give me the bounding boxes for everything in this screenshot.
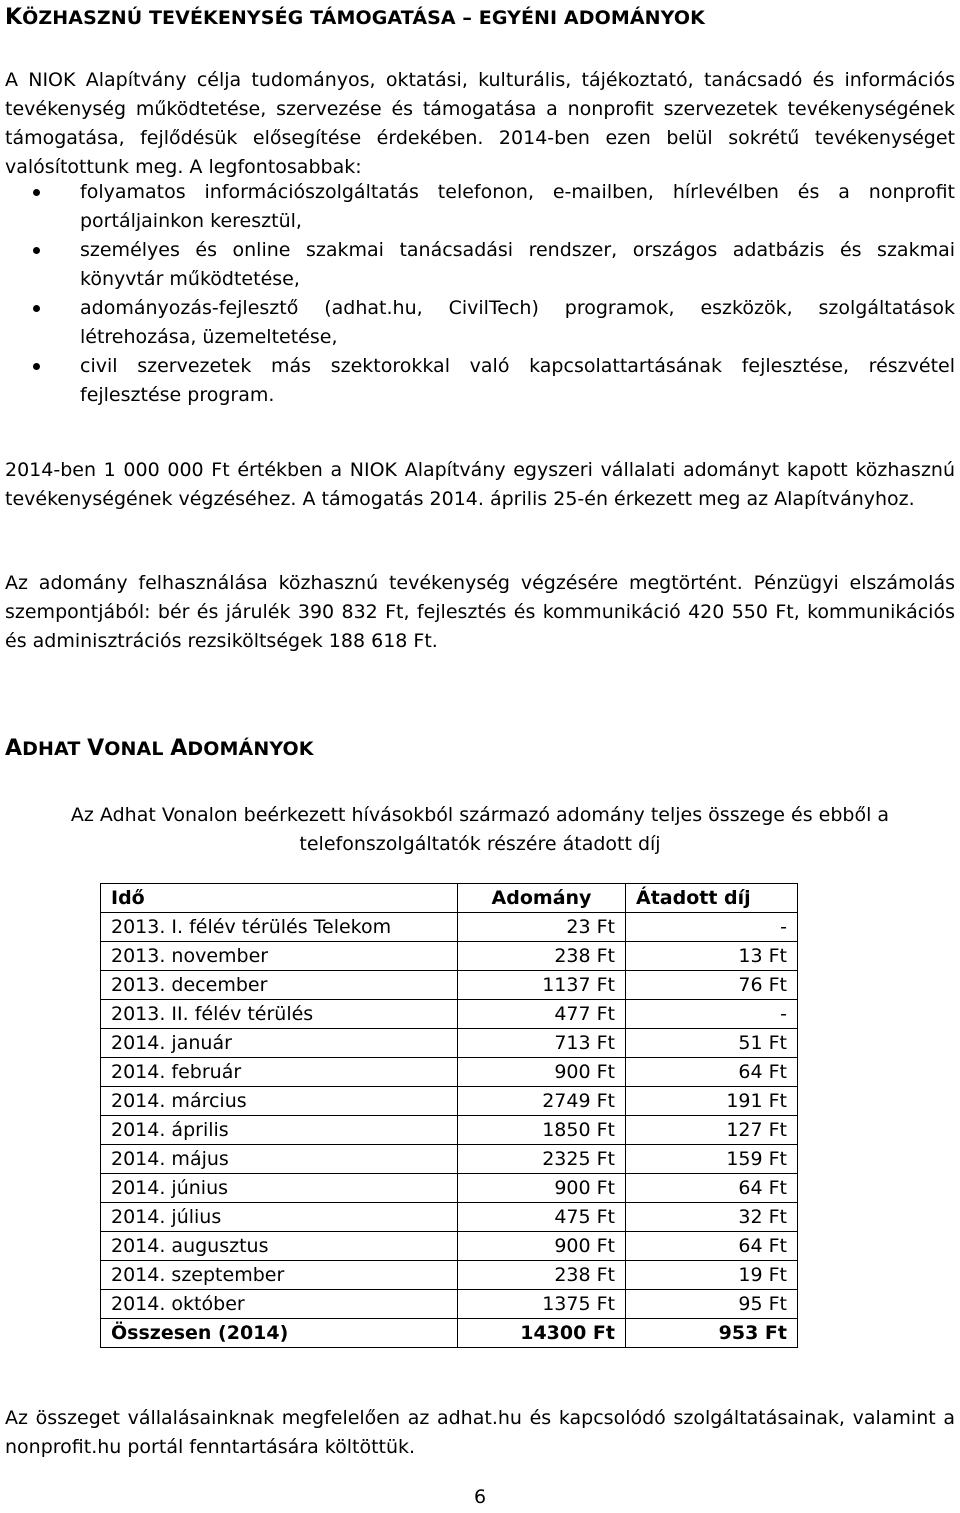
cell-time: 2014. február — [101, 1058, 458, 1087]
bullet-icon — [33, 247, 40, 254]
table-row — [101, 1203, 798, 1232]
cell-time: 2013. november — [101, 942, 458, 971]
cell-time: 2014. július — [101, 1203, 458, 1232]
intro-paragraph: A NIOK Alapítvány célja tudományos, oktatási, kulturális, tájékoztató, tanácsadó és információs tevékenység működtetése, szervezése és támogatása a nonprofit szervezetek tevékenységének támogatása, fejlődésük elősegítése érdekében. 2014-ben ezen belül sokrétű tevékenységet valósítottunk meg. A legfontosabbak: — [5, 69, 955, 178]
cell-time: 2013. december — [101, 971, 458, 1000]
cell-fee: 95 Ft — [626, 1290, 798, 1319]
cell-fee: 19 Ft — [626, 1261, 798, 1290]
cell-time: 2013. I. félév térülés Telekom — [101, 913, 458, 942]
table-row — [101, 1087, 798, 1116]
cell-donation: 900 Ft — [458, 1232, 626, 1261]
table-row — [101, 1145, 798, 1174]
cell-fee: - — [626, 1000, 798, 1029]
cell-fee: - — [626, 913, 798, 942]
cell-donation: 900 Ft — [458, 1174, 626, 1203]
cell-donation: 900 Ft — [458, 1058, 626, 1087]
list-item-text: civil szervezetek más szektorokkal való kapcsolattartásának fejlesztése, részvétel fejlesztése program. — [80, 355, 955, 406]
list-item — [5, 294, 955, 352]
cell-donation: 477 Ft — [458, 1000, 626, 1029]
page-number: 6 — [473, 1486, 487, 1508]
cell-fee: 64 Ft — [626, 1232, 798, 1261]
cell-total-donation: 14300 Ft — [458, 1319, 626, 1348]
cell-time: 2014. szeptember — [101, 1261, 458, 1290]
title-initial: K — [5, 5, 23, 30]
title-initial: V — [87, 736, 105, 761]
bullet-icon — [33, 189, 40, 196]
table-row — [101, 1261, 798, 1290]
list-item-text: adományozás-fejlesztő (adhat.hu, CivilTech) programok, eszközök, szolgáltatások létrehozása, üzemeltetése, — [80, 297, 955, 348]
table-total-row — [101, 1319, 798, 1348]
title-initial: A — [5, 736, 23, 761]
cell-time: 2014. augusztus — [101, 1232, 458, 1261]
list-item-text: folyamatos információszolgáltatás telefonon, e-mailben, hírlevélben és a nonprofit portáljainkon keresztül, — [80, 181, 955, 232]
cell-donation: 2749 Ft — [458, 1087, 626, 1116]
bullet-icon — [33, 363, 40, 370]
title-rest: ONAL — [104, 738, 171, 760]
table-header-row — [101, 884, 798, 913]
bullet-icon — [33, 305, 40, 312]
cell-time: 2013. II. félév térülés — [101, 1000, 458, 1029]
activity-list — [5, 178, 955, 410]
table-row — [101, 1232, 798, 1261]
donation-table — [100, 883, 798, 1348]
cell-fee: 13 Ft — [626, 942, 798, 971]
cell-fee: 76 Ft — [626, 971, 798, 1000]
cell-time: 2014. október — [101, 1290, 458, 1319]
donation-paragraph: 2014-ben 1 000 000 Ft értékben a NIOK Alapítvány egyszeri vállalati adományt kapott közhasznú tevékenységének végzéséhez. A támogatás 2014. április 25-én érkezett meg az Alapítványhoz. — [5, 459, 955, 510]
usage-paragraph: Az adomány felhasználása közhasznú tevékenység végzésére megtörtént. Pénzügyi elszámolás szempontjából: bér és járulék 390 832 Ft, fejlesztés és kommunikáció 420 550 Ft, kommunikációs és adminisztrációs rezsiköltségek 188 618 Ft. — [5, 572, 955, 652]
cell-donation: 1850 Ft — [458, 1116, 626, 1145]
cell-fee: 159 Ft — [626, 1145, 798, 1174]
column-header-fee: Átadott díj — [626, 884, 798, 913]
table-row — [101, 971, 798, 1000]
cell-fee: 64 Ft — [626, 1058, 798, 1087]
table-row — [101, 913, 798, 942]
title-initial: A — [170, 736, 188, 761]
cell-donation: 1137 Ft — [458, 971, 626, 1000]
table-row — [101, 1058, 798, 1087]
cell-time: 2014. március — [101, 1087, 458, 1116]
title-rest: DOMÁNYOK — [187, 738, 314, 760]
list-item — [5, 236, 955, 294]
closing-paragraph: Az összeget vállalásainknak megfelelően az adhat.hu és kapcsolódó szolgáltatásainak, valamint a nonprofit.hu portál fenntartására költöttük. — [5, 1407, 955, 1458]
table-caption: Az Adhat Vonalon beérkezett hívásokból származó adomány teljes összege és ebből a telefonszolgáltatók részére átadott díj — [70, 804, 890, 855]
list-item — [5, 178, 955, 236]
cell-donation: 238 Ft — [458, 1261, 626, 1290]
cell-time: 2014. január — [101, 1029, 458, 1058]
cell-donation: 2325 Ft — [458, 1145, 626, 1174]
table-row — [101, 1174, 798, 1203]
cell-fee: 191 Ft — [626, 1087, 798, 1116]
list-item — [5, 352, 955, 410]
column-header-time: Idő — [101, 884, 458, 913]
table-row — [101, 942, 798, 971]
column-header-donation: Adomány — [458, 884, 626, 913]
cell-donation: 713 Ft — [458, 1029, 626, 1058]
table-row — [101, 1290, 798, 1319]
title-rest: ÖZHASZNÚ TEVÉKENYSÉG TÁMOGATÁSA – EGYÉNI ADOMÁNYOK — [22, 7, 705, 29]
list-item-text: személyes és online szakmai tanácsadási rendszer, országos adatbázis és szakmai könyvtár működtetése, — [80, 239, 955, 290]
cell-time: 2014. május — [101, 1145, 458, 1174]
cell-donation: 475 Ft — [458, 1203, 626, 1232]
cell-total-label: Összesen (2014) — [101, 1319, 458, 1348]
table-row — [101, 1000, 798, 1029]
cell-total-fee: 953 Ft — [626, 1319, 798, 1348]
table-row — [101, 1116, 798, 1145]
cell-fee: 51 Ft — [626, 1029, 798, 1058]
cell-donation: 238 Ft — [458, 942, 626, 971]
cell-time: 2014. június — [101, 1174, 458, 1203]
table-row — [101, 1029, 798, 1058]
cell-fee: 127 Ft — [626, 1116, 798, 1145]
cell-donation: 1375 Ft — [458, 1290, 626, 1319]
section-title-adhat — [5, 737, 314, 761]
cell-fee: 64 Ft — [626, 1174, 798, 1203]
cell-fee: 32 Ft — [626, 1203, 798, 1232]
cell-time: 2014. április — [101, 1116, 458, 1145]
cell-donation: 23 Ft — [458, 913, 626, 942]
title-rest: DHAT — [22, 738, 88, 760]
section-title-kozhasznu — [5, 6, 705, 30]
